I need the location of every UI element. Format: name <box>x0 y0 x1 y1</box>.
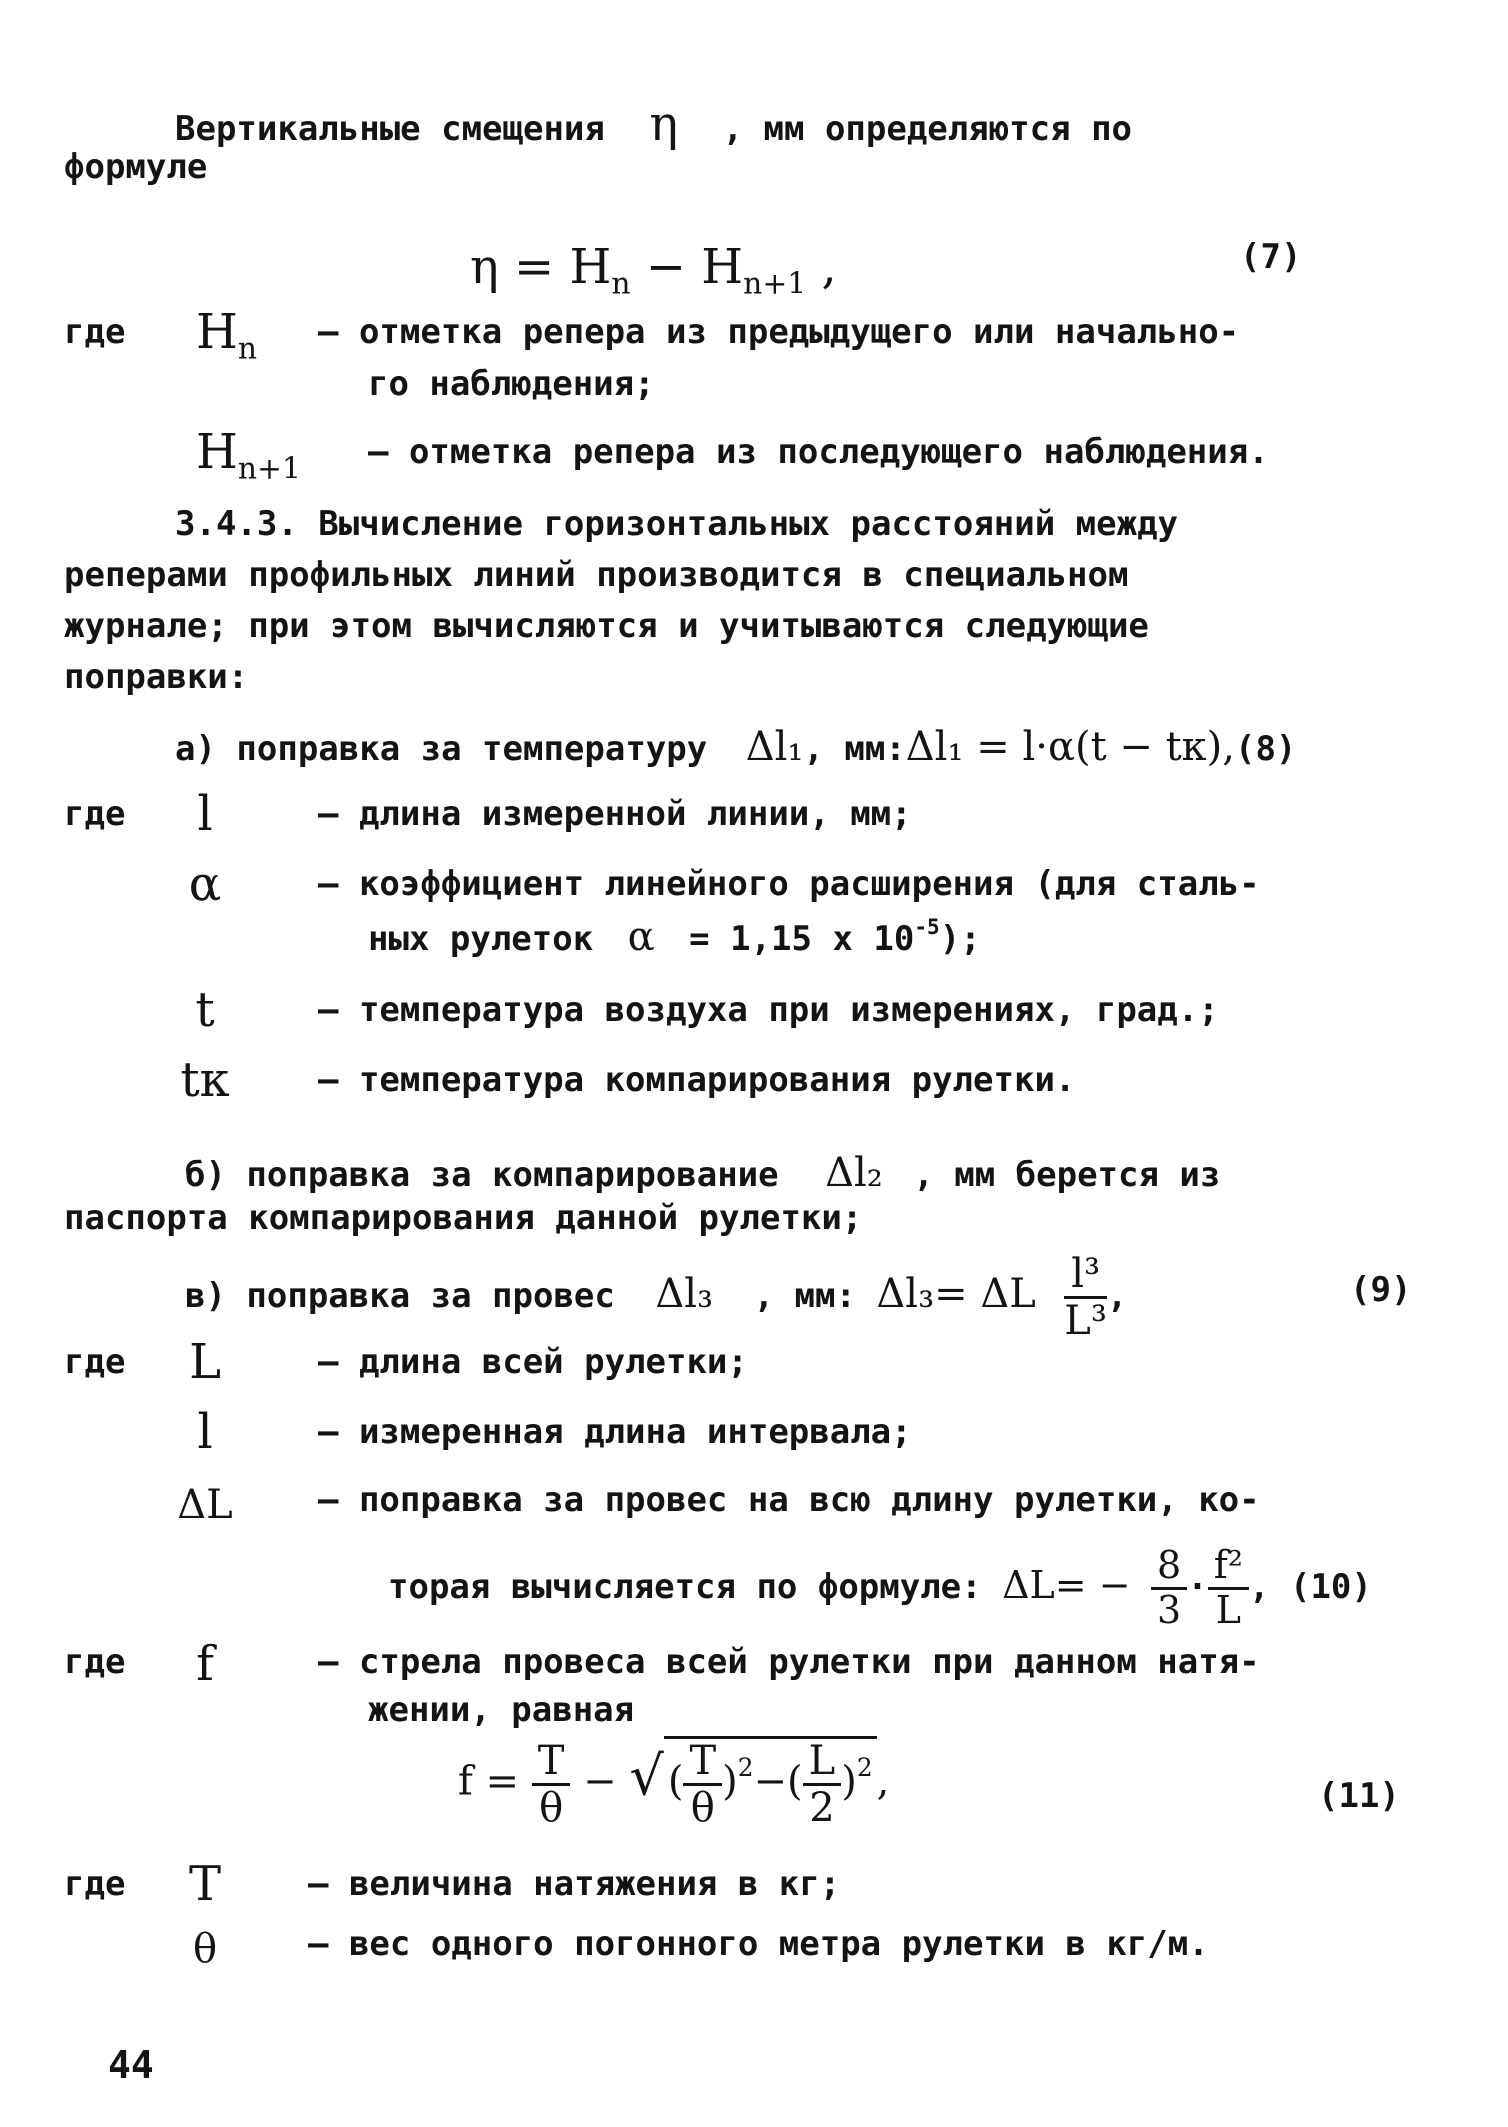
formula-7 <box>470 235 837 305</box>
eta-symbol: η <box>649 96 679 152</box>
sym-t: t <box>195 982 215 1038</box>
sym-l: l <box>197 786 213 842</box>
formula-11 <box>458 1736 889 1830</box>
f11-comma: , <box>876 1758 890 1805</box>
sym-tk: tк <box>180 1052 230 1108</box>
sym-alpha: α <box>188 856 222 912</box>
sym-L: L <box>189 1334 221 1390</box>
def-l: – длина измеренной линии, мм; <box>318 794 912 834</box>
f10-frac-1 <box>1151 1545 1187 1632</box>
formula-10-number: (10) <box>1289 1566 1372 1607</box>
def-alpha-2 <box>368 910 981 964</box>
def-hn1: – отметка репера из последующего наблюдения. <box>368 432 1269 472</box>
sym-hn <box>196 300 257 370</box>
def-alpha-2-sym: α <box>627 914 655 960</box>
sym-hn1 <box>196 420 301 490</box>
sym-l2: l <box>197 1404 213 1460</box>
f11-minus: − <box>583 1758 617 1805</box>
def-tk: – температура компарирования рулетки. <box>318 1060 1076 1100</box>
f11-den-2: θ <box>690 1785 715 1831</box>
f11-sq-1: 2 <box>737 1752 754 1782</box>
f11-num-1: T <box>532 1739 571 1786</box>
item-v-lhs: Δl₃= ΔL <box>876 1271 1036 1317</box>
item-v-den: L³ <box>1064 1298 1107 1344</box>
intro-text: Вертикальные смещения <box>175 109 605 149</box>
item-a-number: (8) <box>1234 729 1297 769</box>
f11-radicand: ( $\frac{T}{\theta}$ )$^2$−( $\frac{L}{2}$ )$^2$ <box>664 1736 877 1830</box>
f11-frac-2 <box>683 1739 722 1830</box>
formula-10-line <box>388 1545 1372 1632</box>
item-a-formula: Δl₁ = l·α(t − tк), <box>905 724 1235 770</box>
def-T: – величина натяжения в кг; <box>308 1864 841 1904</box>
where-label: где <box>64 312 126 352</box>
def-L: – длина всей рулетки; <box>318 1342 748 1382</box>
f7-h: H <box>569 239 612 295</box>
item-v-frac <box>1064 1252 1107 1343</box>
def-hn-2: го наблюдения; <box>368 364 655 404</box>
item-a-text: а) поправка за температуру <box>175 729 708 769</box>
f11-num-2: T <box>683 1739 722 1786</box>
f11-num-3: L <box>803 1739 842 1786</box>
where-label-5: где <box>64 1864 126 1904</box>
hn-h: H <box>196 304 238 360</box>
hn1-n1: n+1 <box>237 451 301 487</box>
f10-num-1: 8 <box>1151 1545 1187 1590</box>
f10-frac-2 <box>1208 1545 1249 1632</box>
item-v <box>185 1252 1127 1343</box>
section-line-4: поправки: <box>64 657 249 697</box>
f11-sq-2: 2 <box>856 1752 873 1782</box>
def-f-1: – стрела провеса всей рулетки при данном натя- <box>318 1642 1260 1682</box>
item-v-unit: , мм: <box>753 1276 856 1316</box>
intro-line-2: формуле <box>64 147 208 187</box>
section-line-1: 3.4.3. Вычисление горизонтальных расстояний между <box>175 504 1179 544</box>
f11-frac-3 <box>803 1739 842 1830</box>
where-label-4: где <box>64 1642 126 1682</box>
sym-dL: ΔL <box>177 1482 233 1528</box>
def-theta: – вес одного погонного метра рулетки в кг/м. <box>308 1924 1209 1964</box>
intro-text-rest: , мм определяются по <box>722 109 1133 149</box>
item-a <box>175 720 1296 774</box>
section-line-2: реперами профильных линий производится в специальном <box>64 555 1129 595</box>
def-alpha-2-end: ); <box>939 919 981 959</box>
f7-sub-n: n <box>611 266 631 302</box>
item-b-rest: , мм берется из <box>913 1155 1221 1195</box>
item-b-text: б) поправка за компарирование <box>185 1155 779 1195</box>
item-v-text: в) поправка за провес <box>185 1276 615 1316</box>
f7-h2: H <box>701 239 744 295</box>
f7-minus: − <box>645 239 687 295</box>
f7-eta: η <box>470 239 499 295</box>
page-number: 44 <box>108 2043 154 2087</box>
item-b-sym: Δl₂ <box>825 1150 883 1196</box>
item-b-line-1 <box>185 1146 1220 1200</box>
f11-den-3: 2 <box>809 1785 835 1831</box>
where-label-3: где <box>64 1342 126 1382</box>
def-f-2: жении, равная <box>368 1690 635 1730</box>
formula-9-number: (9) <box>1350 1270 1412 1310</box>
f11-den-1: θ <box>539 1785 564 1831</box>
hn-n: n <box>237 331 258 367</box>
hn1-h: H <box>196 424 238 480</box>
def-alpha-2-exp: -5 <box>914 914 940 940</box>
intro-line-1 <box>175 92 1132 157</box>
sym-f: f <box>196 1636 214 1692</box>
item-a-unit: , мм: <box>803 729 906 769</box>
item-b-line-2: паспорта компарирования данной рулетки; <box>64 1198 863 1238</box>
f11-root: √ <box>629 1744 664 1808</box>
formula-10-text: торая вычисляется по формуле: <box>388 1566 982 1607</box>
def-alpha-2-text: ных рулеток <box>368 919 594 959</box>
item-v-num: l³ <box>1064 1252 1107 1299</box>
f10-comma: , <box>1249 1566 1270 1607</box>
formula-7-number: (7) <box>1240 237 1302 277</box>
f10-dot: · <box>1187 1566 1208 1607</box>
sym-T: T <box>188 1856 221 1912</box>
def-alpha-1: – коэффициент линейного расширения (для сталь- <box>318 864 1260 904</box>
section-line-3: журнале; при этом вычисляются и учитываются следующие <box>64 606 1149 646</box>
f10-den-1: 3 <box>1157 1587 1182 1632</box>
f11-frac-1 <box>532 1739 571 1830</box>
item-a-sym: Δl₁ <box>745 724 804 770</box>
item-v-comma: , <box>1106 1276 1128 1316</box>
def-hn-1: – отметка репера из предыдущего или начально- <box>318 312 1240 352</box>
f7-comma: , <box>821 239 837 295</box>
where-label-2: где <box>64 794 126 834</box>
def-dL: – поправка за провес на всю длину рулетки, ко- <box>318 1480 1260 1520</box>
sym-theta: θ <box>192 1926 218 1972</box>
f10-den-2: L <box>1215 1587 1241 1632</box>
def-l2: – измеренная длина интервала; <box>318 1412 912 1452</box>
f10-lhs: ΔL= − <box>1002 1562 1131 1607</box>
item-v-sym: Δl₃ <box>655 1271 714 1317</box>
formula-11-number: (11) <box>1318 1776 1400 1816</box>
f11-lhs: f = <box>458 1758 520 1805</box>
f7-sub-n1: n+1 <box>743 266 807 302</box>
f7-eq: = <box>514 239 555 295</box>
f10-num-2: f² <box>1208 1545 1249 1590</box>
def-t: – температура воздуха при измерениях, град.; <box>318 990 1219 1030</box>
def-alpha-2-value: = 1,15 x 10 <box>689 919 915 959</box>
